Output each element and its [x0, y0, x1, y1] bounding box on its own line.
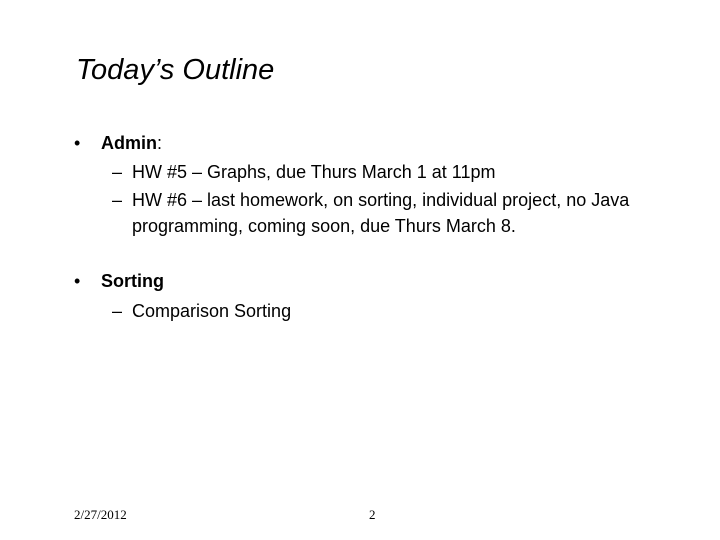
bullet-label-text: Sorting	[101, 271, 164, 291]
sub-item-marker: –	[112, 190, 123, 210]
slide-title: Today’s Outline	[76, 54, 275, 86]
sub-item-marker: –	[112, 162, 123, 182]
bullet-item-sorting	[74, 269, 634, 293]
sub-item-text: Comparison Sorting	[132, 301, 292, 321]
bullet-marker: •	[74, 133, 81, 153]
bullet-label-suffix: :	[157, 133, 163, 153]
sub-item-hw6	[112, 187, 652, 239]
bullet-label	[101, 269, 164, 293]
sub-item-comparison-sorting	[112, 298, 652, 324]
bullet-label	[101, 131, 162, 155]
sub-item-hw5	[112, 159, 652, 185]
bullet-marker: •	[74, 271, 81, 291]
sub-item-text: HW #6 – last homework, on sorting, individual project, no Java programming, coming soon, due Thurs March 8.	[132, 190, 630, 236]
bullet-label-text: Admin	[101, 133, 157, 153]
sub-item-marker: –	[112, 301, 123, 321]
bullet-item-admin	[74, 131, 634, 155]
footer-page-number: 2	[369, 507, 376, 522]
footer-date: 2/27/2012	[74, 507, 127, 522]
sub-item-text: HW #5 – Graphs, due Thurs March 1 at 11pm	[132, 162, 496, 182]
